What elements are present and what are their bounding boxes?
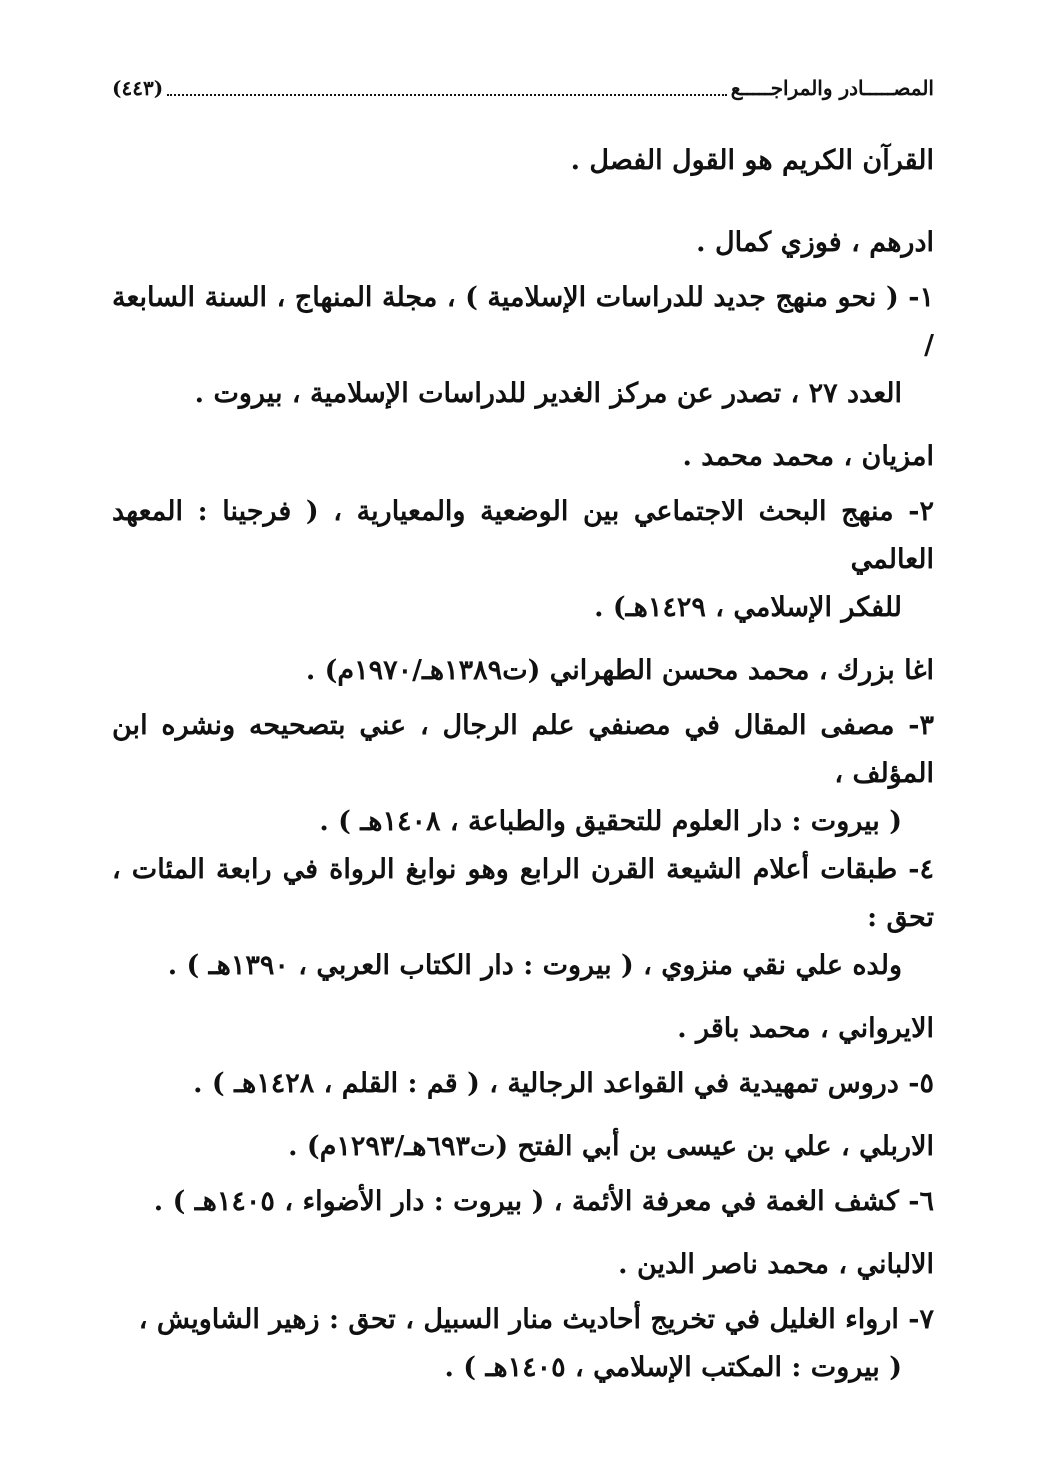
reference-entry — [112, 488, 934, 632]
reference-continuation: ( بيروت : دار العلوم للتحقيق والطباعة ، ١٤٠٨هـ ) . — [319, 806, 902, 837]
reference-line: ٢- منهج البحث الاجتماعي بين الوضعية والمعيارية ، ( فرجينا : المعهد العالمي — [112, 496, 934, 575]
reference-line: ٦- كشف الغمة في معرفة الأئمة ، ( بيروت : دار الأضواء ، ١٤٠٥هـ ) . — [153, 1186, 934, 1217]
reference-line: ٣- مصفى المقال في مصنفي علم الرجال ، عني بتصحيحه ونشره ابن المؤلف ، — [112, 710, 934, 789]
author-group — [112, 222, 934, 418]
author-name: الاربلي ، علي بن عيسى بن أبي الفتح (ت٦٩٣هـ/١٢٩٣م) . — [288, 1131, 934, 1162]
header-title: المصـــــادر والمراجـــــع — [730, 76, 934, 100]
header-dot-leader — [167, 94, 727, 96]
reference-line: ١- ( نحو منهج جديد للدراسات الإسلامية ) ، مجلة المنهاج ، السنة السابعة / — [112, 282, 934, 361]
author-group — [112, 1126, 934, 1226]
reference-entry — [112, 274, 934, 418]
author-group — [112, 1008, 934, 1108]
reference-line: ٧- ارواء الغليل في تخريج أحاديث منار السبيل ، تحق : زهير الشاويش ، — [138, 1304, 934, 1335]
reference-entry — [112, 846, 934, 990]
author-name: اغا بزرك ، محمد محسن الطهراني (ت١٣٨٩هـ/١٩٧٠م) . — [305, 655, 934, 686]
author-name: الايرواني ، محمد باقر . — [677, 1013, 934, 1044]
reference-line: ٤- طبقات أعلام الشيعة القرن الرابع وهو نوابغ الرواة في رابعة المئات ، تحق : — [112, 854, 934, 933]
reference-continuation: العدد ٢٧ ، تصدر عن مركز الغدير للدراسات الإسلامية ، بيروت . — [194, 378, 902, 409]
author-group — [112, 1244, 934, 1392]
author-group — [112, 650, 934, 990]
reference-entry — [112, 1296, 934, 1392]
author-name: امزيان ، محمد محمد . — [682, 441, 934, 472]
reference-continuation: ( بيروت : المكتب الإسلامي ، ١٤٠٥هـ ) . — [444, 1352, 902, 1383]
author-name: ادرهم ، فوزي كمال . — [696, 227, 934, 258]
author-name: الالباني ، محمد ناصر الدين . — [618, 1249, 934, 1280]
reference-entry — [112, 1178, 934, 1226]
bibliography — [112, 140, 934, 1410]
reference-entry — [112, 702, 934, 846]
reference-line: ٥- دروس تمهيدية في القواعد الرجالية ، ( قم : القلم ، ١٤٢٨هـ ) . — [193, 1068, 934, 1099]
reference-entry — [112, 1060, 934, 1108]
reference-continuation: ولده علي نقي منزوي ، ( بيروت : دار الكتاب العربي ، ١٣٩٠هـ ) . — [167, 950, 902, 981]
running-header — [112, 52, 934, 102]
opening-line: القرآن الكريم هو القول الفصل . — [570, 145, 934, 176]
reference-continuation: للفكر الإسلامي ، ١٤٢٩هـ) . — [594, 592, 902, 623]
page-number: (٤٤٣) — [112, 76, 164, 100]
author-group — [112, 436, 934, 632]
